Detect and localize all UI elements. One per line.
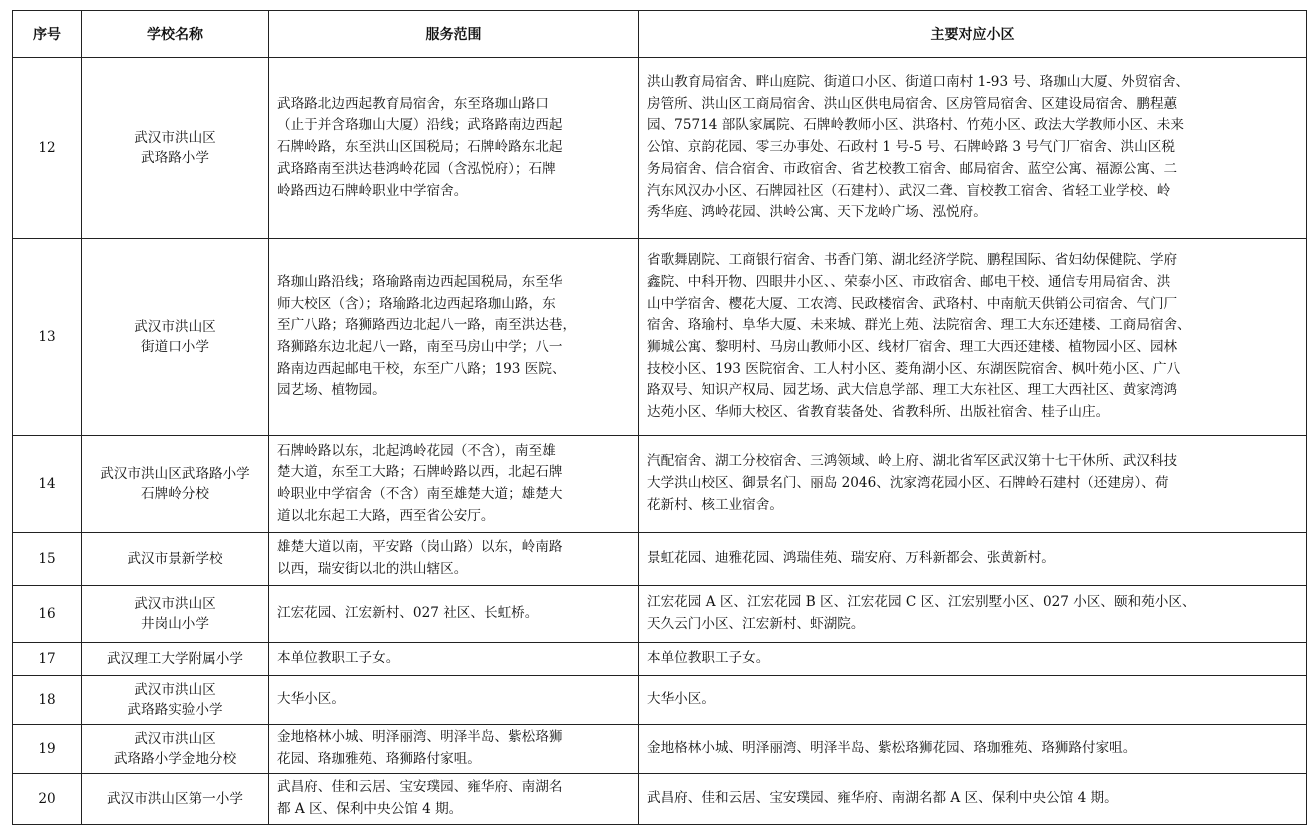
cell-communities — [639, 643, 1307, 676]
cell-school-name-line: 武汉市洪山区武珞路小学 — [100, 466, 250, 482]
cell-school-name — [82, 436, 269, 533]
cell-school-name-line: 武汉理工大学附属小学 — [107, 651, 243, 667]
cell-service-range-line: 大华小区。 — [277, 691, 345, 708]
cell-school-name-line: 武珞路小学 — [141, 150, 209, 166]
cell-communities-line: 山中学宿舍、樱花大厦、工农湾、民政楼宿舍、武珞村、中南航天供销公司宿舍、气门厂 — [647, 295, 1178, 312]
cell-school-name — [82, 643, 269, 676]
cell-communities — [639, 436, 1307, 533]
table-row — [13, 533, 1307, 586]
cell-communities-line: 秀华庭、鸿岭花园、洪岭公寓、天下龙岭广场、泓悦府。 — [647, 204, 987, 221]
cell-service-range — [269, 58, 639, 239]
table-row — [13, 774, 1307, 825]
cell-serial-number: 15 — [13, 533, 82, 586]
cell-school-name — [82, 586, 269, 643]
cell-communities — [639, 725, 1307, 774]
cell-school-name — [82, 58, 269, 239]
cell-school-name-line: 武汉市洪山区第一小学 — [107, 791, 243, 807]
cell-communities-line: 公馆、京韵花园、零三办事处、石政村 1 号-5 号、石牌岭路 3 号气门厂宿舍、洪山区税 — [647, 139, 1175, 156]
cell-school-name-line: 武珞路小学金地分校 — [113, 751, 237, 767]
cell-service-range-line: 武昌府、佳和云居、宝安璞园、雍华府、南湖名 — [277, 779, 563, 796]
cell-service-range — [269, 676, 639, 725]
cell-school-name — [82, 725, 269, 774]
cell-serial-number: 14 — [13, 436, 82, 533]
cell-service-range-line: 道以北东起工大路，西至省公安厅。 — [277, 507, 495, 524]
cell-service-range-line: 雄楚大道以南，平安路（岗山路）以东，岭南路 — [277, 539, 563, 556]
cell-service-range-line: 楚大道，东至工大路；石牌岭路以西，北起石牌 — [277, 464, 563, 481]
header-school-name: 学校名称 — [82, 11, 269, 58]
cell-service-range-line: 江宏花园、江宏新村、027 社区、长虹桥。 — [277, 605, 539, 622]
cell-service-range-line: 至广八路；珞狮路西边北起八一路，南至洪达巷， — [277, 317, 577, 334]
cell-serial-number: 12 — [13, 58, 82, 239]
cell-communities — [639, 586, 1307, 643]
cell-service-range-line: 路南边西起邮电干校，东至广八路；193 医院、 — [277, 360, 566, 377]
cell-serial-number: 20 — [13, 774, 82, 825]
cell-communities-line: 汽东风汉办小区、石牌园社区（石建村）、武汉二聋、盲校教工宿舍、省轻工业学校、岭 — [647, 182, 1171, 199]
cell-school-name-line: 武汉市洪山区 — [134, 130, 216, 146]
cell-communities-line: 花新村、核工业宿舍。 — [647, 496, 783, 513]
cell-service-range-line: 武珞路北边西起教育局宿舍，东至珞珈山路口 — [277, 95, 549, 112]
cell-school-name — [82, 774, 269, 825]
cell-serial-number: 16 — [13, 586, 82, 643]
cell-school-name — [82, 239, 269, 436]
cell-communities-line: 金地格林小城、明泽丽湾、明泽半岛、紫松珞狮花园、珞珈雅苑、珞狮路付家咀。 — [647, 740, 1137, 757]
cell-service-range — [269, 436, 639, 533]
cell-service-range — [269, 774, 639, 825]
cell-service-range-line: 本单位教职工子女。 — [277, 650, 400, 667]
cell-school-name — [82, 533, 269, 586]
cell-serial-number: 18 — [13, 676, 82, 725]
cell-school-name-line: 井岗山小学 — [141, 616, 209, 632]
cell-school-name-line: 石牌岭分校 — [141, 486, 209, 502]
cell-communities-line: 省歌舞剧院、工商银行宿舍、书香门第、湖北经济学院、鹏程国际、省妇幼保健院、学府 — [647, 252, 1178, 269]
cell-school-name-line: 武汉市洪山区 — [134, 596, 216, 612]
cell-service-range — [269, 533, 639, 586]
cell-communities — [639, 774, 1307, 825]
table-row — [13, 676, 1307, 725]
header-communities: 主要对应小区 — [639, 11, 1307, 58]
cell-communities-line: 狮城公寓、黎明村、马房山教师小区、线材厂宿舍、理工大西还建楼、植物园小区、园林 — [647, 339, 1178, 355]
cell-communities — [639, 676, 1307, 725]
cell-service-range-line: 师大校区（含）；珞瑜路北边西起珞珈山路，东 — [277, 295, 556, 312]
cell-school-name-line: 武汉市洪山区 — [134, 682, 216, 698]
cell-school-name-line: 武汉市洪山区 — [134, 319, 216, 335]
cell-communities-line: 天久云门小区、江宏新村、虾湖院。 — [647, 616, 865, 632]
cell-communities-line: 本单位教职工子女。 — [647, 650, 770, 667]
cell-communities-line: 路双号、知识产权局、园艺场、武大信息学部、理工大东社区、理工大西社区、黄家湾鸿 — [647, 382, 1178, 399]
cell-service-range — [269, 586, 639, 643]
table-body — [13, 58, 1307, 825]
cell-service-range-line: 都 A 区、保利中央公馆 4 期。 — [277, 801, 463, 817]
cell-communities-line: 武昌府、佳和云居、宝安璞园、雍华府、南湖名都 A 区、保利中央公馆 4 期。 — [647, 790, 1118, 807]
cell-communities-line: 鑫院、中科开物、四眼井小区、、荣泰小区、市政宿舍、邮电干校、通信专用局宿舍、洪 — [647, 273, 1171, 290]
header-service-range: 服务范围 — [269, 11, 639, 58]
cell-communities-line: 务局宿舍、信合宿舍、市政宿舍、省艺校教工宿舍、邮局宿舍、蓝空公寓、福源公寓、二 — [647, 160, 1178, 177]
cell-communities-line: 江宏花园 A 区、江宏花园 B 区、江宏花园 C 区、江宏别墅小区、027 小区、颐和苑小区、 — [647, 594, 1196, 611]
cell-communities-line: 宿舍、珞瑜村、阜华大厦、未来城、群光上苑、法院宿舍、理工大东还建楼、工商局宿舍、 — [647, 317, 1191, 334]
cell-communities-line: 汽配宿舍、湖工分校宿舍、三鸿领域、岭上府、湖北省军区武汉第十七干休所、武汉科技 — [647, 453, 1178, 470]
table-row — [13, 725, 1307, 774]
cell-communities-line: 大华小区。 — [647, 691, 715, 708]
cell-service-range — [269, 239, 639, 436]
cell-service-range-line: 珞狮路东边北起八一路，南至马房山中学；八一 — [277, 339, 563, 355]
cell-school-name-line: 武珞路实验小学 — [127, 702, 223, 718]
cell-communities-line: 达苑小区、华师大校区、省教育装备处、省教科所、出版社宿舍、桂子山庄。 — [647, 404, 1110, 421]
cell-communities — [639, 533, 1307, 586]
cell-communities-line: 大学洪山校区、御景名门、丽岛 2046、沈家湾花园小区、石牌岭石建村（还建房）、荷 — [647, 475, 1169, 492]
cell-service-range-line: （止于并含珞珈山大厦）沿线；武珞路南边西起 — [277, 117, 563, 134]
cell-service-range-line: 石牌岭路，东至洪山区国税局；石牌岭路东北起 — [277, 139, 563, 156]
cell-service-range — [269, 725, 639, 774]
cell-school-name — [82, 676, 269, 725]
cell-service-range-line: 花园、珞珈雅苑、珞狮路付家咀。 — [277, 751, 481, 767]
cell-service-range-line: 武珞路南至洪达巷鸿岭花园（含泓悦府）；石牌 — [277, 160, 556, 177]
cell-service-range-line: 园艺场、植物园。 — [277, 382, 386, 399]
cell-serial-number: 19 — [13, 725, 82, 774]
cell-service-range — [269, 643, 639, 676]
cell-service-range-line: 以西，瑞安街以北的洪山辖区。 — [277, 561, 468, 577]
header-serial-number: 序号 — [13, 11, 82, 58]
cell-communities — [639, 239, 1307, 436]
school-district-table — [12, 10, 1307, 825]
cell-service-range-line: 岭路西边石牌岭职业中学宿舍。 — [277, 182, 468, 199]
table-row — [13, 58, 1307, 239]
cell-school-name-line: 武汉市景新学校 — [127, 551, 223, 567]
cell-communities-line: 洪山教育局宿舍、畔山庭院、街道口小区、街道口南村 1-93 号、珞珈山大厦、外贸宿舍、 — [647, 74, 1190, 91]
cell-service-range-line: 石牌岭路以东，北起鸿岭花园（不含），南至雄 — [277, 442, 556, 459]
cell-service-range-line: 岭职业中学宿舍（不含）南至雄楚大道；雄楚大 — [277, 486, 563, 502]
table-row — [13, 436, 1307, 533]
cell-serial-number: 17 — [13, 643, 82, 676]
cell-communities-line: 房管所、洪山区工商局宿舍、洪山区供电局宿舍、区房管局宿舍、区建设局宿舍、鹏程蕙 — [647, 95, 1178, 112]
table-header-row — [13, 11, 1307, 58]
cell-communities-line: 园、75714 部队家属院、石牌岭教师小区、洪珞村、竹苑小区、政法大学教师小区、未来 — [647, 117, 1184, 134]
table-row — [13, 643, 1307, 676]
table-row — [13, 586, 1307, 643]
cell-communities-line: 景虹花园、迪雅花园、鸿瑞佳苑、瑞安府、万科新都会、张黄新村。 — [647, 550, 1055, 567]
cell-service-range-line: 珞珈山路沿线；珞瑜路南边西起国税局，东至华 — [277, 273, 563, 290]
cell-school-name-line: 武汉市洪山区 — [134, 731, 216, 747]
cell-communities — [639, 58, 1307, 239]
cell-school-name-line: 街道口小学 — [141, 339, 209, 355]
cell-communities-line: 技校小区、193 医院宿舍、工人村小区、菱角湖小区、东湖医院宿舍、枫叶苑小区、广八 — [647, 360, 1181, 377]
cell-serial-number: 13 — [13, 239, 82, 436]
cell-service-range-line: 金地格林小城、明泽丽湾、明泽半岛、紫松珞狮 — [277, 729, 563, 746]
table-row — [13, 239, 1307, 436]
